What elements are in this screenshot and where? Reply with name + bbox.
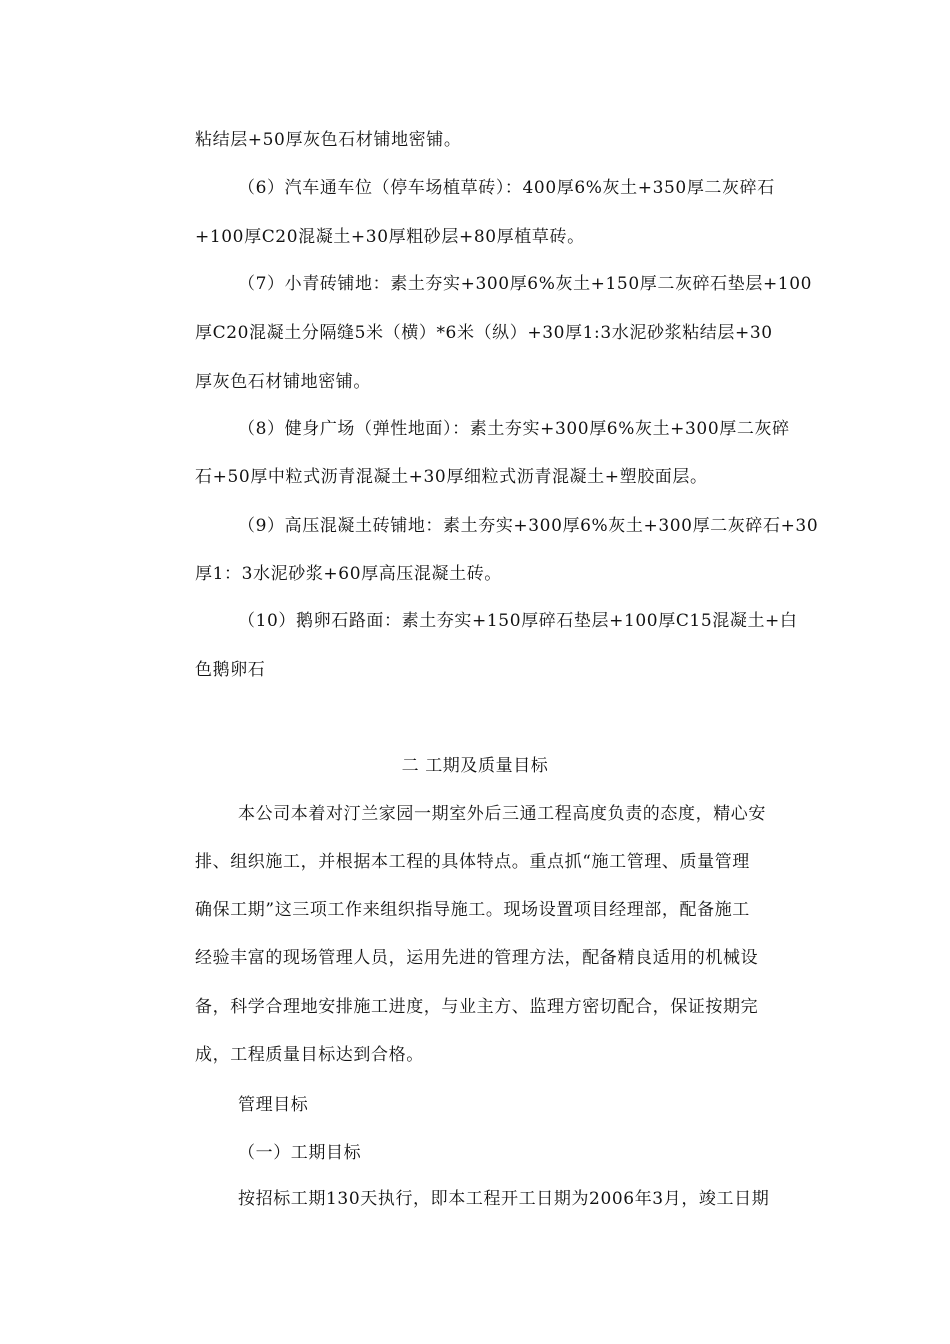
text-line: （8）健身广场（弹性地面）：素土夯实+300厚6%灰土+300厚二灰碎 [238,419,790,439]
text-line: 成，工程质量目标达到合格。 [195,1045,424,1065]
text-line: （10）鹅卵石路面：素土夯实+150厚碎石垫层+100厚C15混凝土+白 [238,611,798,631]
text-line: 厚C20混凝土分隔缝5米（横）*6米（纵）+30厚1:3水泥砂浆粘结层+30 [195,323,773,343]
subheading: （一）工期目标 [238,1143,362,1163]
text-line: 排、组织施工，并根据本工程的具体特点。重点抓“施工管理、质量管理 [195,852,750,872]
text-line: 石+50厚中粒式沥青混凝土+30厚细粒式沥青混凝土+塑胶面层。 [195,467,708,487]
text-line: +100厚C20混凝土+30厚粗砂层+80厚植草砖。 [195,227,585,247]
text-line: 色鹅卵石 [195,660,266,680]
text-line: （9）高压混凝土砖铺地：素土夯实+300厚6%灰土+300厚二灰碎石+30 [238,516,819,536]
text-line: 本公司本着对汀兰家园一期室外后三通工程高度负责的态度，精心安 [238,804,766,824]
text-line: （6）汽车通车位（停车场植草砖）：400厚6%灰土+350厚二灰碎石 [238,178,775,198]
text-line: （7）小青砖铺地：素土夯实+300厚6%灰土+150厚二灰碎石垫层+100 [238,274,813,294]
text-line: 按招标工期130天执行，即本工程开工日期为2006年3月，竣工日期 [238,1189,770,1209]
text-line: 厚1：3水泥砂浆+60厚高压混凝土砖。 [195,564,502,584]
text-line: 厚灰色石材铺地密铺。 [195,372,371,392]
text-line: 经验丰富的现场管理人员，运用先进的管理方法，配备精良适用的机械设 [195,948,759,968]
text-line: 粘结层+50厚灰色石材铺地密铺。 [195,130,462,150]
subheading: 管理目标 [238,1095,309,1115]
text-line: 备，科学合理地安排施工进度，与业主方、监理方密切配合，保证按期完 [195,997,759,1017]
section-heading: 二 工期及质量目标 [401,756,549,776]
text-line: 确保工期”这三项工作来组织指导施工。现场设置项目经理部，配备施工 [195,900,750,920]
